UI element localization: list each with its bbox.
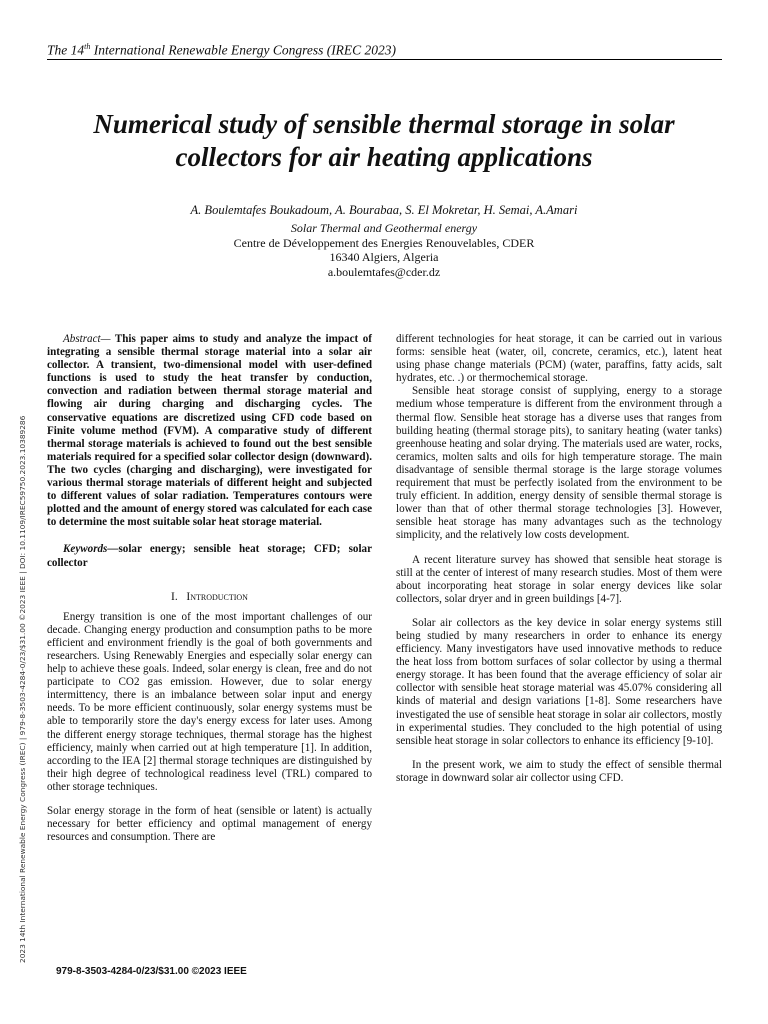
keywords-text: solar energy; sensible heat storage; CFD; solar collector	[47, 543, 372, 569]
keywords	[47, 543, 372, 569]
section-title: Introduction	[186, 590, 248, 603]
affiliation-address: 16340 Algiers, Algeria	[329, 250, 439, 264]
header-rule	[47, 59, 722, 60]
paragraph: Energy transition is one of the most important challenges of our decade. Changing energy production and consumption paths to be more efficient and environment friendly is the goal of both governments and researchers. Using Renewably Energies and especially solar energy can help to achieve these goals. Indeed, solar energy is clean, free and do not participate to CO2 gas emission. However, due to solar energy intermittency, there is an imbalance between solar input and energy needs. To be more efficient continuously, solar energy systems must be able to temporarily store the day's energy excess for later uses. Among the different energy storage techniques, thermal storage has the highest efficiency, mainly when carried out at high temperature [1]. In addition, according to the IEA [2] thermal storage techniques are distinguished by their high degree of technological readiness level (TRL) compared to other storage techniques.	[47, 610, 372, 793]
section-number: I.	[171, 590, 178, 603]
paragraph: different technologies for heat storage, it can be carried out in various forms: sensible heat (water, oil, concrete, ceramics, etc.), latent heat using phase change materials (PCM) (water, paraffins, fatty acids, salt hydrates, etc. .) or thermochemical storage.	[396, 333, 722, 385]
affiliation	[40, 221, 728, 279]
author-email: a.boulemtafes@cder.dz	[327, 264, 441, 279]
abstract-label: Abstract—	[63, 333, 111, 345]
copyright-footer: 979-8-3503-4284-0/23/$31.00 ©2023 IEEE	[56, 966, 247, 977]
paragraph: Solar energy storage in the form of heat (sensible or latent) is actually necessary for better efficiency and optimal management of energy resources and consumption. There are	[47, 805, 372, 844]
right-column	[396, 333, 722, 785]
conference-header: The 14th International Renewable Energy Congress (IREC 2023)	[47, 42, 397, 58]
paragraph: Solar air collectors as the key device in solar energy systems still being studied by many researchers in order to enhance its energy efficiency. Many investigators have used innovative methods to reduce the heat loss from bottom surfaces of solar collector by using a thermal energy storage. It has been found that the average efficiency of solar air collector with sensible heat storage material was 45.07% considering all kinds of material and design variations [1-8]. Some researchers have investigated the use of sensible heat storage in solar air collectors, mostly in experimental studies. They concluded to the high potential of using sensible heat storage in solar collectors to enhance its efficiency [9-10].	[396, 616, 722, 747]
abstract	[47, 333, 372, 529]
left-column	[47, 333, 372, 844]
abstract-text: This paper aims to study and analyze the impact of integrating a sensible thermal storage material into a solar air collector. A transient, two-dimensional model with user-defined functions is used to study the heat transfer by conduction, convection and radiation between thermal storage material and flowing air during charging and discharging cycles. The conservative equations are discretized using CFD code based on Finite volume method (FVM). A comparative study of different thermal storage materials is achieved to found out the best sensible materials required for a specified solar collector design (downward). The two cycles (charging and discharging), were investigated for various thermal storage materials of different height and subjected to different values of solar radiation. Temperatures contours were plotted and the amount of energy stored was calculated for each case to determine the most suitable solar heat storage material.	[47, 333, 372, 529]
author-list: A. Boulemtafes Boukadoum, A. Bourabaa, S. El Mokretar, H. Semai, A.Amari	[190, 203, 578, 217]
affiliation-division: Solar Thermal and Geothermal energy	[290, 221, 478, 235]
keywords-label: Keywords—	[63, 543, 119, 556]
paragraph: Sensible heat storage consist of supplying, energy to a storage medium whose temperature is different from the environment through a thermal flow. Sensible heat storage has a diverse uses that ranges from building heating (thermal storage pits), to sanitary heating (water tanks) greenhouse heating and solar drying. The materials used are water, rocks, ceramics, molten salts and oils for high temperature storage. The main disadvantage of sensible thermal storage is the large storage volumes requirement that must be perfectly isolated from the environment to be truly efficient. In addition, energy density of sensible thermal storage is lower than that of other thermal storage technologies [3]. However, sensible heat storage has many advantages such as the technology simplicity, and the relatively low costs development.	[396, 385, 722, 542]
paper-title: Numerical study of sensible thermal storage in solar collectors for air heating applications	[93, 109, 675, 172]
affiliation-institution: Centre de Développement des Energies Renouvelables, CDER	[233, 235, 535, 250]
doi-side-strip: 2023 14th International Renewable Energy Congress (IREC) | 979-8-3503-4284-0/23/$31.00 ©2023 IEEE | DOI: 10.1109/IREC59750.2023.10389286	[18, 415, 27, 963]
paragraph: In the present work, we aim to study the effect of sensible thermal storage in downward solar air collector using CFD.	[396, 758, 722, 784]
section-heading	[47, 591, 372, 604]
paragraph: A recent literature survey has showed that sensible heat storage is still at the center of interest of many research studies. Most of them were about incorporating heat storage in solar energy devices like solar collectors, solar dryer and in green buildings [4-7].	[396, 553, 722, 605]
